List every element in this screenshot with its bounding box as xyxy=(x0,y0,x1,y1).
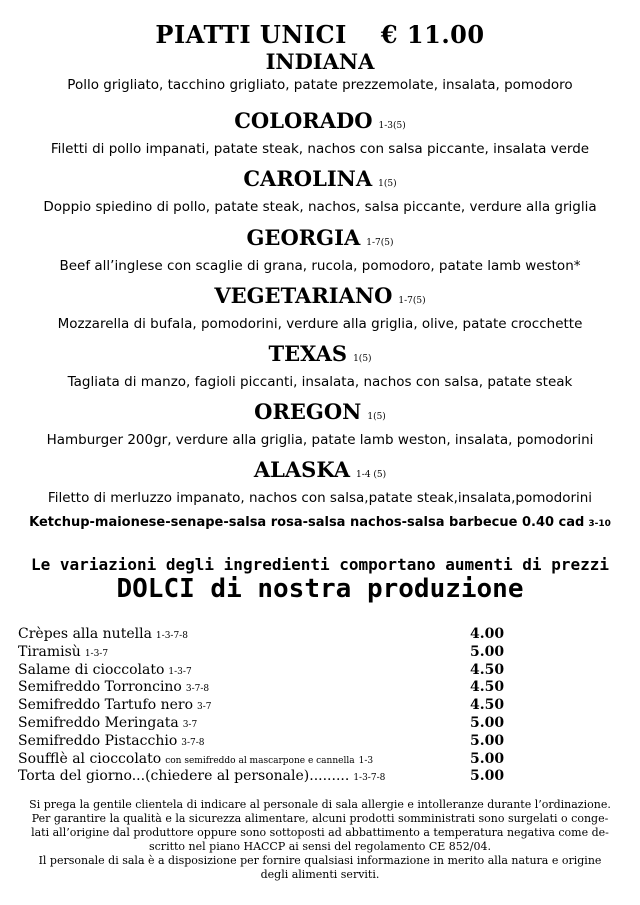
dish-name: TEXAS xyxy=(268,341,348,366)
dessert-price: 5.00 xyxy=(470,768,505,785)
dish-description: Mozzarella di bufala, pomodorini, verdure alla griglia, olive, patate crocchette xyxy=(57,316,583,332)
allergen-codes: 1(5) xyxy=(367,412,386,422)
dish-name: COLORADO xyxy=(234,108,373,133)
dish-colorado xyxy=(0,109,640,158)
dessert-row xyxy=(18,715,618,733)
notice-line: Per garantire la qualità e la sicurezza alimentare, alcuni prodotti somministrati sono surgelati o conge- xyxy=(31,812,609,825)
allergen-codes: 1-3-7-8 xyxy=(353,773,386,784)
menu-header xyxy=(0,20,640,49)
desserts-title: DOLCI di nostra produzione xyxy=(116,574,524,604)
section-title: PIATTI UNICI xyxy=(155,20,347,49)
dish-description: Doppio spiedino di pollo, patate steak, nachos, salsa piccante, verdure alla griglia xyxy=(43,199,597,215)
dish-name: OREGON xyxy=(254,399,362,424)
allergen-notice xyxy=(0,798,640,882)
dish-name: INDIANA xyxy=(265,49,375,74)
allergen-codes: 1-3-7 xyxy=(168,666,192,677)
notice-line: scritto nel piano HACCP ai sensi del regolamento CE 852/04. xyxy=(149,840,491,853)
allergen-codes: 1-3(5) xyxy=(378,121,406,131)
notice-line: Si prega la gentile clientela di indicare al personale di sala allergie e intolleranze durante l’ordinazione. xyxy=(29,798,611,811)
notice-line: lati all’origine dal produttore oppure sono sottoposti ad abbattimento a temperatura negativa come de- xyxy=(31,826,609,839)
dish-texas xyxy=(0,342,640,391)
allergen-codes: 1-4 (5) xyxy=(356,470,387,480)
variations-notice: Le variazioni degli ingredienti comportano aumenti di prezzi xyxy=(31,555,609,574)
dessert-name: Torta del giorno...(chiedere al personale)......... xyxy=(18,768,350,785)
dessert-price: 4.50 xyxy=(470,661,505,678)
dish-oregon xyxy=(0,400,640,449)
notice-line: degli alimenti serviti. xyxy=(260,868,380,881)
dish-name: VEGETARIANO xyxy=(214,283,393,308)
dessert-row xyxy=(18,644,618,662)
allergen-codes: 1-3-7 xyxy=(84,648,109,659)
dessert-name: Salame di cioccolato xyxy=(18,661,165,678)
dish-indiana xyxy=(0,50,640,94)
allergen-codes: 3-7-8 xyxy=(185,684,210,695)
dessert-name: Crèpes alla nutella xyxy=(18,626,152,642)
dessert-name: Semifreddo Torroncino xyxy=(18,679,182,696)
dessert-price: 4.50 xyxy=(470,679,505,696)
dessert-row xyxy=(18,679,618,697)
allergen-codes: 1(5) xyxy=(353,354,372,364)
allergen-codes: 3-7 xyxy=(182,719,198,730)
dish-description: Hamburger 200gr, verdure alla griglia, patate lamb weston, insalata, pomodorini xyxy=(46,432,594,448)
dish-vegetariano xyxy=(0,284,640,333)
dish-carolina xyxy=(0,167,640,216)
notice-line: Il personale di sala è a disposizione per fornire qualsiasi informazione in merito alla natura e origine xyxy=(38,854,602,867)
dessert-name: Tiramisù xyxy=(18,643,81,660)
dish-alaska xyxy=(0,458,640,507)
dessert-note: con semifreddo al mascarpone e cannella xyxy=(165,755,355,766)
dessert-price: 5.00 xyxy=(470,643,505,660)
dish-name: ALASKA xyxy=(253,457,351,482)
allergen-codes: 3-7-8 xyxy=(181,737,205,748)
allergen-codes: 1-7(5) xyxy=(366,238,394,248)
dish-name: CAROLINA xyxy=(243,166,373,191)
section-price: € 11.00 xyxy=(380,20,485,49)
sauces-text: Ketchup-maionese-senape-salsa rosa-salsa nachos-salsa barbecue 0.40 cad xyxy=(29,515,585,530)
allergen-codes: 3-7 xyxy=(197,702,212,713)
dish-description: Tagliata di manzo, fagioli piccanti, insalata, nachos con salsa, patate steak xyxy=(67,374,573,390)
dessert-list xyxy=(18,626,618,786)
allergen-codes: 1(5) xyxy=(378,179,397,189)
dessert-row xyxy=(18,697,618,715)
sauces-line xyxy=(0,515,640,530)
dessert-name: Semifreddo Tartufo nero xyxy=(18,697,194,714)
dessert-row xyxy=(18,662,618,680)
dish-georgia xyxy=(0,226,640,275)
dish-description: Pollo grigliato, tacchino grigliato, patate prezzemolate, insalata, pomodoro xyxy=(67,77,573,93)
dish-description: Beef all’inglese con scaglie di grana, rucola, pomodoro, patate lamb weston* xyxy=(59,258,581,274)
dessert-name: Semifreddo Meringata xyxy=(18,714,179,731)
dessert-price: 5.00 xyxy=(470,714,505,731)
allergen-codes: 1-3 xyxy=(358,755,374,766)
dish-description: Filetti di pollo impanati, patate steak, nachos con salsa piccante, insalata verde xyxy=(50,141,590,157)
dessert-row xyxy=(18,751,618,769)
allergen-codes: 3-10 xyxy=(588,519,611,529)
dessert-price: 4.50 xyxy=(470,697,505,714)
allergen-codes: 1-3-7-8 xyxy=(155,631,188,641)
dessert-name: Soufflè al cioccolato xyxy=(18,750,162,767)
allergen-codes: 1-7(5) xyxy=(398,296,426,306)
dessert-row xyxy=(18,626,618,644)
dessert-name: Semifreddo Pistacchio xyxy=(18,732,178,749)
dessert-row xyxy=(18,733,618,751)
dessert-row xyxy=(18,768,618,786)
dish-description: Filetto di merluzzo impanato, nachos con salsa,patate steak,insalata,pomodorini xyxy=(47,490,593,506)
dessert-price: 4.00 xyxy=(470,626,505,642)
dessert-price: 5.00 xyxy=(470,732,505,749)
dessert-price: 5.00 xyxy=(470,750,505,767)
dish-name: GEORGIA xyxy=(246,225,361,250)
